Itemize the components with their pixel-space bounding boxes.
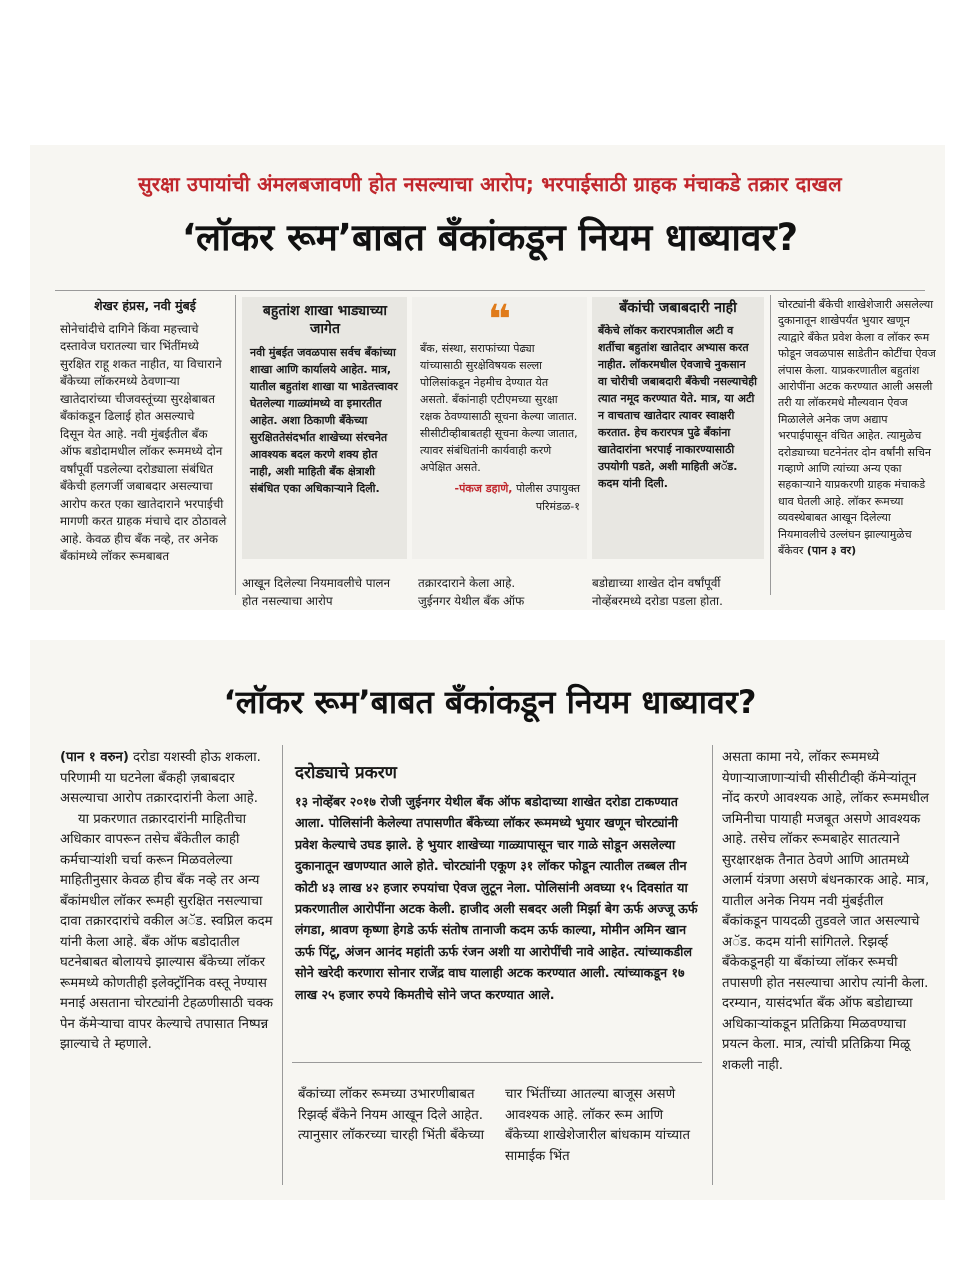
column-tail: आखून दिलेल्या नियमावलीचे पालन होत नसल्याचा आरोप (242, 576, 391, 608)
divider (292, 1062, 702, 1063)
divider (712, 745, 713, 1185)
column-continued-left (60, 748, 275, 1056)
quote-role: पोलीस उपायुक्त परिमंडळ-१ (515, 482, 580, 513)
column-tail (418, 575, 588, 610)
divider (282, 745, 283, 1185)
continued-headline: ‘लॉकर रूम’बाबत बँकांकडून नियम धाब्यावर? (223, 683, 757, 721)
box-heading: बँकांची जबाबदारी नाही (619, 300, 737, 316)
box-paragraph: नवी मुंबईत जवळपास सर्वच बँकांच्या शाखा आणि कार्यालये आहेत. मात्र, यातील बहुतांश शाखा या भाडेतत्त्वावर घेतलेल्या गाळ्यांमध्ये वा इमारतीत आहेत. अशा ठिकाणी बँकेच्या सुरक्षिततेसंदर्भात शाखेच्या संरचनेत आवश्यक बदल करणे शक्य होत नाही, अशी माहिती बँक क्षेत्राशी संबंधित एका अधिकाऱ्याने दिली. (250, 346, 398, 495)
column-intro (60, 297, 230, 566)
paragraph: चोरट्यांनी बँकेची शाखेशेजारी असलेल्या दुकानातून शाखेपर्यंत भुयार खणून त्याद्वारे बँकेत प्रवेश केला व लॉकर रूम फोडून जवळपास साडेतीन कोटींचा ऐवज लंपास केला. याप्रकरणातील बहुतांश आरोपींना अटक करण्यात आली असली तरी या लॉकरमधे मौल्यवान ऐवज मिळालेले अनेक जण अद्याप भरपाईपासून वंचित आहेत. त्यामुळेच दरोड्याच्या घटनेनंतर दोन वर्षांनी सचिन गव्हाणे आणि त्यांच्या अन्य एका सहकाऱ्याने याप्रकरणी ग्राहक मंचाकडे धाव घेतली आहे. लॉकर रूमच्या व्यवस्थेबाबत आखून दिलेल्या नियमावलीचे उल्लंघन झाल्यामुळेच बँकेवर (778, 298, 936, 558)
paragraph: तक्रारदाराने केला आहे. (418, 576, 516, 590)
continued-from: (पान १ वरुन) (60, 750, 129, 765)
robbery-section (295, 760, 705, 1005)
kicker-line: सुरक्षा उपायांची अंमलबजावणी होत नसल्याचा आरोप; भरपाईसाठी ग्राहक मंचाकडे तक्रार दाखल (138, 172, 842, 196)
quote-content (420, 340, 580, 515)
column-tail: बडोद्याच्या शाखेत दोन वर्षांपूर्वी नोव्हेंबरमध्ये दरोडा पडला होता. (592, 576, 723, 608)
section-paragraph: १३ नोव्हेंबर २०१७ रोजी जुईनगर येथील बँक ऑफ बडोदाच्या शाखेत दरोडा टाकण्यात आला. पोलिसांनी केलेल्या तपासणीत बँकेच्या लॉकर रूममध्ये भुयार खणून चोरट्यांनी प्रवेश केल्याचे उघड झाले. हे भुयार शाखेच्या गाळ्यापासून चार गाळे सोडून असलेल्या दुकानातून खणण्यात आले होते. चोरट्यांनी एकूण ३१ लॉकर फोडून त्यातील तब्बल तीन कोटी ४३ लाख ४२ हजार रुपयांचा ऐवज लुटून नेला. पोलिसांनी अवघ्या १५ दिवसांत या प्रकरणातील आरोपींना अटक केली. हाजीद अली सबदर अली मिर्झा बेग ऊर्फ अज्जू ऊर्फ लंगडा, श्रावण कृष्णा हेगडे ऊर्फ संतोष तानाजी कदम ऊर्फ काल्या, मोमीन अमिन खान ऊर्फ पिंटू, अंजन आनंद महांती ऊर्फ रंजन अशी या आरोपींची नावे आहेत. त्यांच्याकडील सोने खरेदी करणारा सोनार राजेंद्र वाघ यालाही अटक करण्यात आली. त्यांच्याकडून १७ लाख २५ हजार रुपये किमतीचे सोने जप्त करण्यात आले. (295, 794, 698, 1002)
column-mid-left: बँकांच्या लॉकर रूमच्या उभारणीबाबत रिझर्व्ह बँकेने नियम आखून दिले आहेत. त्यानुसार लॉकरच्या चारही भिंती बँकेच्या (298, 1087, 485, 1143)
box-paragraph: बँकेचे लॉकर करारपत्रातील अटी व शर्तीचा बहुतांश खातेदार अभ्यास करत नाहीत. लॉकरमधील ऐवजाचे नुकसान वा चोरीची जबाबदारी बँकेची नसल्याचेही त्यात नमूद करण्यात येते. मात्र, या अटी न वाचताच खातेदार त्यावर स्वाक्षरी करतात. हेच करारपत्र पुढे बँकांना खातेदारांना भरपाई नाकारण्यासाठी उपयोगी पडते, अशी माहिती अॅड. कदम यांनी दिली. (598, 323, 757, 490)
byline: शेखर हंप्रस, नवी मुंबई (94, 298, 196, 313)
divider (55, 290, 925, 291)
continued-marker: (पान ३ वर) (806, 544, 857, 558)
column-continued-right: असता कामा नये, लॉकर रूममध्ये येणाऱ्याजाणाऱ्यांची सीसीटीव्ही कॅमेऱ्यांतून नोंद करणे आवश्यक आहे, लॉकर रूममधील जमिनीचा पायाही मजबूत असणे आवश्यक आहे. तसेच लॉकर रूमबाहेर सातत्याने सुरक्षारक्षक तैनात ठेवणे आणि आतमध्ये अलार्म यंत्रणा असणे बंधनकारक आहे. मात्र, यातील अनेक नियम नवी मुंबईतील बँकांकडून पायदळी तुडवले जात असल्याचे अॅड. कदम यांनी सांगितले. रिझर्व्ह बँकेकडूनही या बँकांच्या लॉकर रूमची तपासणी होत नसल्याचा आरोप त्यांनी केला. दरम्यान, यासंदर्भात बँक ऑफ बडोद्याच्या अधिकाऱ्यांकडून प्रतिक्रिया मिळवण्याचा प्रयत्न केला. मात्र, त्यांची प्रतिक्रिया मिळू शकली नाही. (722, 750, 930, 1073)
divider (235, 295, 236, 595)
box-content (250, 302, 400, 497)
column-mid-right: चार भिंतींच्या आतल्या बाजूस असणे आवश्यक आहे. लॉकर रूम आणि बँकेच्या शाखेशेजारील बांधकाम यांच्यात सामाईक भिंत (505, 1087, 690, 1164)
quote-icon: ❝ (487, 297, 512, 343)
paragraph: दिसून येत आहे. नवी मुंबईतील बँक ऑफ बडोदामधील लॉकर रूममध्ये दोन वर्षांपूर्वी पडलेल्या दरोड्याला संबंधित बँकेची हलगर्जी जबाबदार असल्याचा आरोप करत एका खातेदाराने भरपाईची मागणी करत ग्राहक मंचाचे दार ठोठावले आहे. केवळ हीच बँक नव्हे, तर अनेक बँकांमध्ये लॉकर रूमबाबत (60, 426, 227, 563)
quote-text: बँक, संस्था, सराफांच्या पेढ्या यांच्यासाठी सुरक्षेविषयक सल्ला पोलिसांकडून नेहमीच देण्यात येत असतो. बँकांनाही एटीएमच्या सुरक्षा रक्षक ठेवण्यासाठी सूचना केल्या जातात. सीसीटीव्हीबाबतही सूचना केल्या जातात, त्यावर संबंधितांनी कार्यवाही करणे अपेक्षित असते. (420, 342, 578, 474)
column-right (778, 297, 938, 560)
main-headline: ‘लॉकर रूम’बाबत बँकांकडून नियम धाब्यावर? (181, 216, 799, 259)
box-content (598, 300, 758, 492)
divider (770, 295, 771, 595)
paragraph: या प्रकरणात तक्रारदारांनी माहितीचा अधिकार वापरून तसेच बँकेतील काही कर्मचाऱ्यांशी चर्चा करून मिळवलेल्या माहितीनुसार केवळ हीच बँक नव्हे तर अन्य बँकांमधील लॉकर रूमही सुरक्षित नसल्याचा दावा तक्रारदारांचे वकील अॅड. स्वप्निल कदम यांनी केला आहे. बँक ऑफ बडोदातील घटनेबाबत बोलायचे झाल्यास बँकेच्या लॉकर रूममध्ये कोणतीही इलेक्ट्रॉनिक वस्तू नेण्यास मनाई असताना चोरट्यांनी टेहळणीसाठी चक्क पेन कॅमेऱ्याचा वापर केल्याचे तपासात निष्पन्न झाल्याचे ते म्हणाले. (60, 811, 273, 1052)
paragraph: दरोडा यशस्वी होऊ शकला. परिणामी या घटनेला बँकही ज़बाबदार असल्याचा आरोप तक्रारदारांनी केला आहे. (60, 750, 261, 806)
paragraph: जुईनगर येथील बँक ऑफ (418, 593, 525, 608)
quote-attribution: -पंकज डहाणे, (454, 482, 513, 495)
paragraph: सोनेचांदीचे दागिने किंवा महत्त्वाचे दस्तावेज घरातल्या चार भिंतींमध्ये सुरक्षित राहू शकत नाहीत, या विचाराने बँकेच्या लॉकरमध्ये ठेवणाऱ्या खातेदारांच्या चीजवस्तूंच्या सुरक्षेबाबत बँकांकडून ढिलाई होत असल्याचे (60, 321, 222, 423)
section-heading: दरोड्याचे प्रकरण (295, 763, 397, 783)
box-heading: बहुतांश शाखा भाड्याच्या जागेत (262, 303, 388, 337)
